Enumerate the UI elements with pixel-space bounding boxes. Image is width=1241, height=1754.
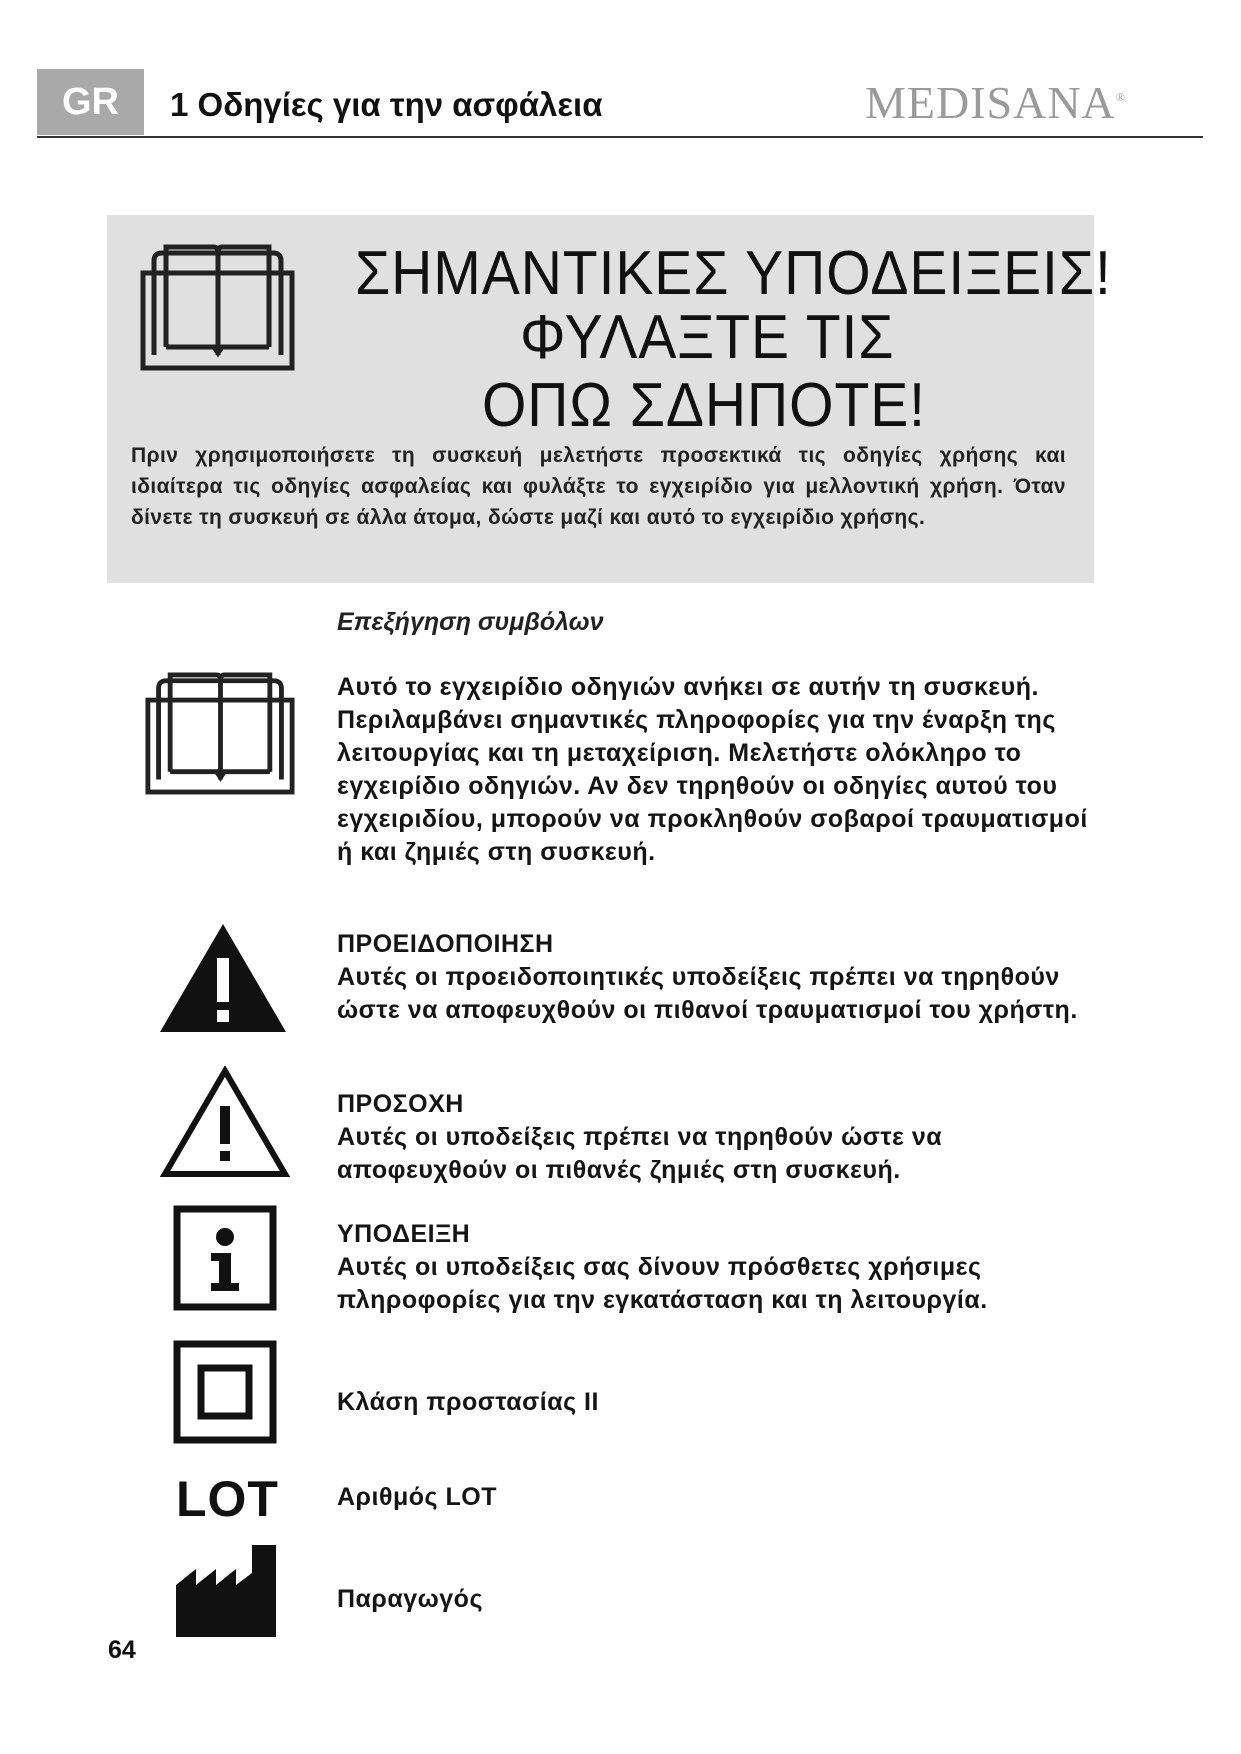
brand-logo <box>865 76 1126 129</box>
warning-symbol-block <box>337 928 1097 1027</box>
manual-symbol-description: Αυτό το εγχειρίδιο οδηγιών ανήκει σε αυτήν τη συσκευή. Περιλαμβάνει σημαντικές πληροφορίες για την έναρξη της λειτουργίας και τη μεταχείριση. Μελετήστε ολόκληρο το εγχειρίδιο οδηγιών. Αν δεν τηρηθούν οι οδηγίες αυτού του εγχειριδίου, μπορούν να προκληθούν σοβαροί τραυματισμοί ή και ζημιές στη συσκευή. <box>337 673 1088 866</box>
language-code: GR <box>62 80 119 123</box>
notice-paragraph: Πριν χρησιμοποιήσετε τη συσκευή μελετήστε προσεκτικά τις οδηγίες χρήσης και ιδιαίτερα τις οδηγίες ασφαλείας και φυλάξτε το εγχειρίδιο για μελλοντική χρήση. Όταν δίνετε τη συσκευή σε άλλα άτομα, δώστε μαζί και αυτό το εγχειρίδιο χρήσης. <box>131 444 1066 529</box>
class2-description: Κλάση προστασίας II <box>337 1388 599 1416</box>
page-number: 64 <box>108 1636 136 1664</box>
lot-icon: LOT <box>176 1471 279 1527</box>
note-symbol-block <box>337 1218 1097 1317</box>
language-tab <box>37 69 144 135</box>
book-icon <box>140 243 295 371</box>
manufacturer-description: Παραγωγός <box>337 1585 483 1613</box>
protection-class-2-icon <box>173 1340 277 1444</box>
book-icon <box>145 670 295 796</box>
section-title: 1 Οδηγίες για την ασφάλεια <box>170 86 603 123</box>
caution-outline-icon <box>160 1066 290 1178</box>
info-icon <box>173 1205 277 1311</box>
warning-filled-icon <box>158 922 288 1034</box>
notice-headline-2: ΦΥΛΑΞΤΕ ΤΙΣ <box>520 303 895 372</box>
note-title: ΥΠΟΔΕΙΞΗ <box>337 1220 471 1248</box>
warning-title: ΠΡΟΕΙΔΟΠΟΙΗΣΗ <box>337 930 554 958</box>
symbols-heading: Επεξήγηση συμβόλων <box>337 608 604 636</box>
notice-headline-3: ΟΠΩ ΣΔΗΠΟΤΕ! <box>482 371 926 440</box>
caution-symbol-block <box>337 1088 1097 1187</box>
lot-description: Αριθμός LOT <box>337 1483 497 1511</box>
notice-headline-1: ΣΗΜΑΝΤΙΚΕΣ ΥΠΟΔΕΙΞΕΙΣ! <box>355 239 1112 308</box>
note-description: Αυτές οι υποδείξεις σας δίνουν πρόσθετες χρήσιμες πληροφορίες για την εγκατάσταση και τη λειτουργία. <box>337 1253 988 1314</box>
warning-description: Αυτές οι προειδοποιητικές υποδείξεις πρέπει να τηρηθούν ώστε να αποφευχθούν οι πιθανοί τραυματισμοί του χρήστη. <box>337 963 1078 1024</box>
caution-description: Αυτές οι υποδείξεις πρέπει να τηρηθούν ώστε να αποφευχθούν οι πιθανές ζημιές στη συσκευή. <box>337 1123 943 1184</box>
caution-title: ΠΡΟΣΟΧΗ <box>337 1090 464 1118</box>
registered-mark: ® <box>1115 90 1126 104</box>
header-divider <box>37 136 1203 138</box>
brand-name: MEDISANA <box>865 77 1116 128</box>
factory-icon <box>174 1543 278 1639</box>
